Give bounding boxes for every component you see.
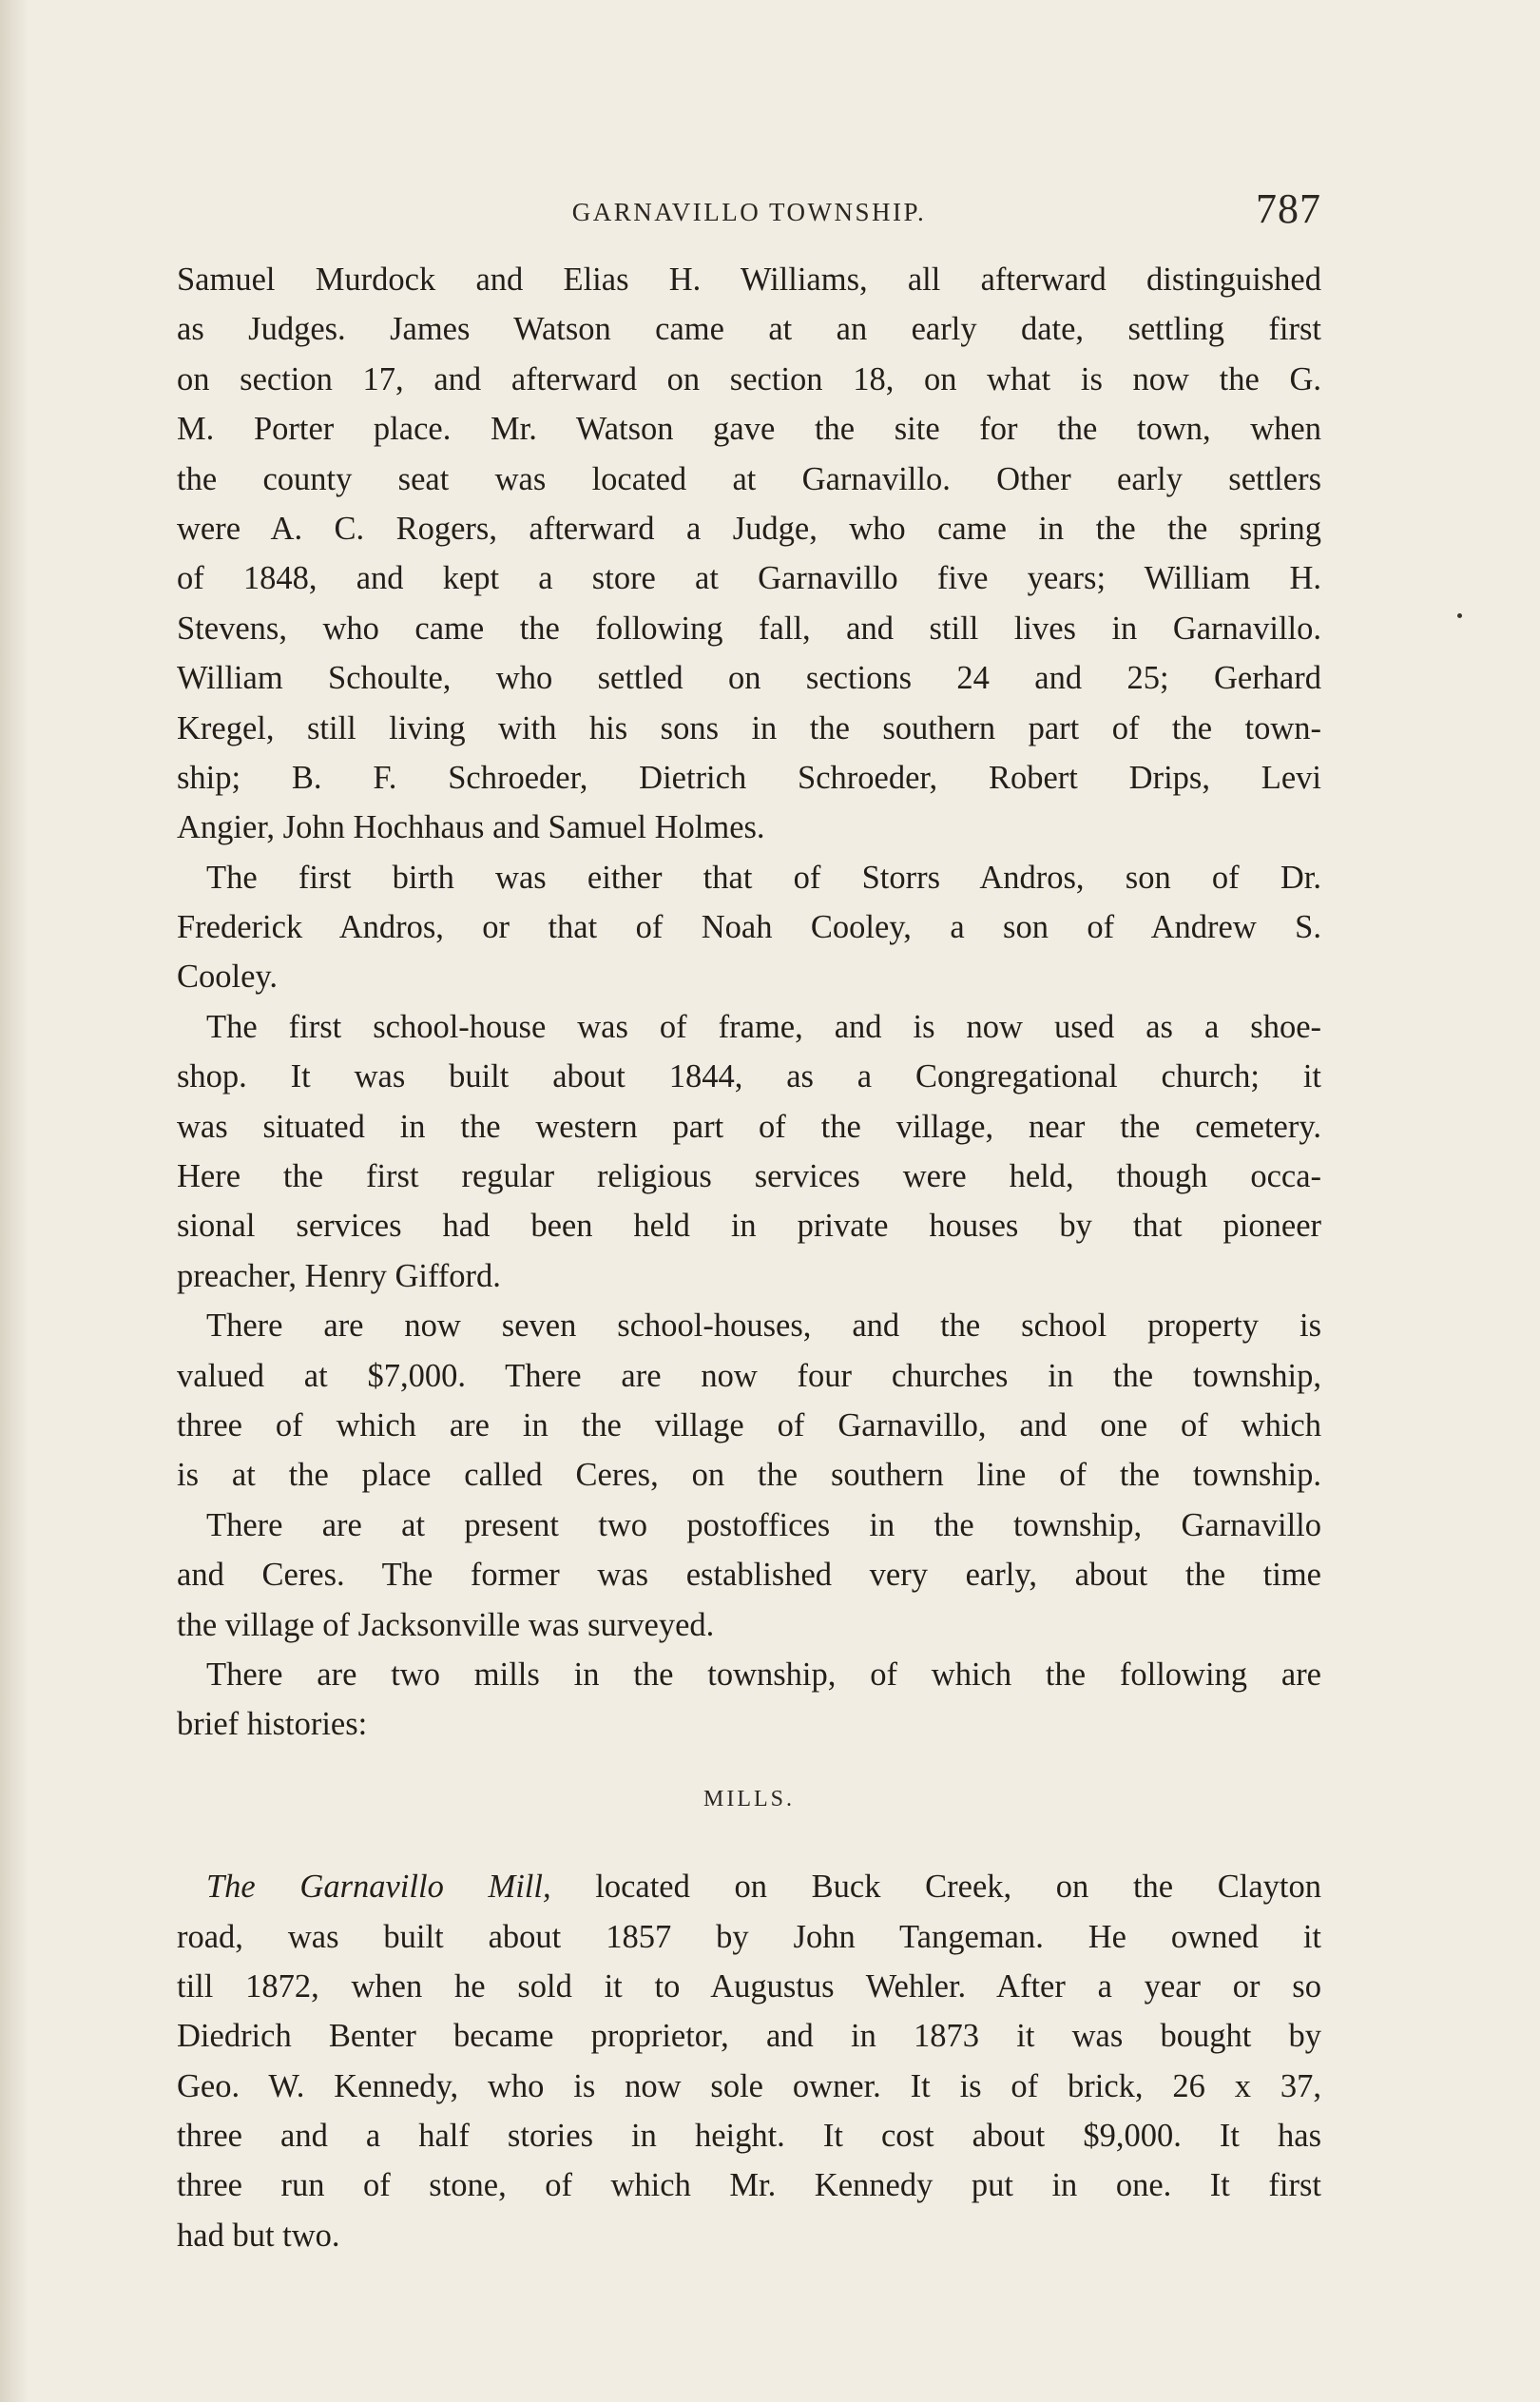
ink-speck bbox=[1457, 613, 1462, 618]
text-line: the county seat was located at Garnavillo. Other early settlers bbox=[177, 460, 1321, 497]
text-line: Samuel Murdock and Elias H. Williams, all afterward distinguished bbox=[177, 262, 1321, 298]
text-line: Angier, John Hochhaus and Samuel Holmes. bbox=[177, 809, 765, 846]
text-line: Here the first regular religious services were held, though occa- bbox=[177, 1158, 1321, 1195]
text-line: of 1848, and kept a store at Garnavillo five years; William H. bbox=[177, 560, 1321, 597]
text-line: had but two. bbox=[177, 2217, 340, 2254]
text-line: shop. It was built about 1844, as a Congregational church; it bbox=[177, 1058, 1321, 1095]
text-line: and Ceres. The former was established very early, about the time bbox=[177, 1557, 1321, 1594]
running-title: GARNAVILLO TOWNSHIP. bbox=[571, 198, 927, 226]
text-line: on section 17, and afterward on section 18, on what is now the G. bbox=[177, 360, 1321, 397]
text-line: preacher, Henry Gifford. bbox=[177, 1257, 501, 1294]
text-line-rest: located on Buck Creek, on the Clayton bbox=[595, 1869, 1322, 1906]
section-heading-mills: MILLS. bbox=[703, 1786, 795, 1811]
text-line: M. Porter place. Mr. Watson gave the site for the town, when bbox=[177, 411, 1321, 448]
text-line: Stevens, who came the following fall, and still lives in Garnavillo. bbox=[177, 610, 1321, 647]
text-line: There are two mills in the township, of which the following are bbox=[206, 1656, 1321, 1693]
page-number: 787 bbox=[1256, 185, 1321, 232]
text-line: Kregel, still living with his sons in the southern part of the town- bbox=[177, 709, 1321, 746]
text-line: sional services had been held in private houses by that pioneer bbox=[177, 1208, 1321, 1245]
body-text bbox=[177, 255, 1321, 2260]
text-line: Frederick Andros, or that of Noah Cooley, a son of Andrew S. bbox=[177, 909, 1321, 946]
text-line: Diedrich Benter became proprietor, and in 1873 it was bought by bbox=[177, 2018, 1321, 2055]
text-line: was situated in the western part of the village, near the cemetery. bbox=[177, 1108, 1321, 1145]
text-line: The first birth was either that of Storrs Andros, son of Dr. bbox=[206, 859, 1321, 896]
text-line: three and a half stories in height. It cost about $9,000. It has bbox=[177, 2118, 1321, 2155]
text-line: The first school-house was of frame, and is now used as a shoe- bbox=[206, 1008, 1321, 1045]
text-line: brief histories: bbox=[177, 1706, 368, 1743]
text-line bbox=[177, 1862, 1321, 1911]
running-head bbox=[177, 183, 1321, 240]
text-line: road, was built about 1857 by John Tangeman. He owned it bbox=[177, 1918, 1321, 1955]
mill-name: The Garnavillo Mill, bbox=[206, 1869, 551, 1906]
text-line: three of which are in the village of Garnavillo, and one of which bbox=[177, 1406, 1321, 1443]
text-line: were A. C. Rogers, afterward a Judge, who came in the the spring bbox=[177, 510, 1321, 547]
text-line: the village of Jacksonville was surveyed. bbox=[177, 1606, 715, 1643]
text-line: Geo. W. Kennedy, who is now sole owner. It is of brick, 26 x 37, bbox=[177, 2067, 1321, 2104]
text-line: There are now seven school-houses, and the school property is bbox=[206, 1308, 1321, 1345]
text-line: Cooley. bbox=[177, 959, 279, 996]
text-line: There are at present two postoffices in the township, Garnavillo bbox=[206, 1506, 1321, 1543]
text-line: three run of stone, of which Mr. Kennedy put in one. It first bbox=[177, 2167, 1321, 2204]
text-line: ship; B. F. Schroeder, Dietrich Schroeder, Robert Drips, Levi bbox=[177, 759, 1321, 796]
text-line: as Judges. James Watson came at an early date, settling first bbox=[177, 311, 1321, 348]
text-line: till 1872, when he sold it to Augustus Wehler. After a year or so bbox=[177, 1967, 1321, 2005]
text-line: valued at $7,000. There are now four churches in the township, bbox=[177, 1357, 1321, 1394]
text-line: William Schoulte, who settled on sections 24 and 25; Gerhard bbox=[177, 660, 1321, 697]
text-line: is at the place called Ceres, on the southern line of the township. bbox=[177, 1457, 1321, 1494]
